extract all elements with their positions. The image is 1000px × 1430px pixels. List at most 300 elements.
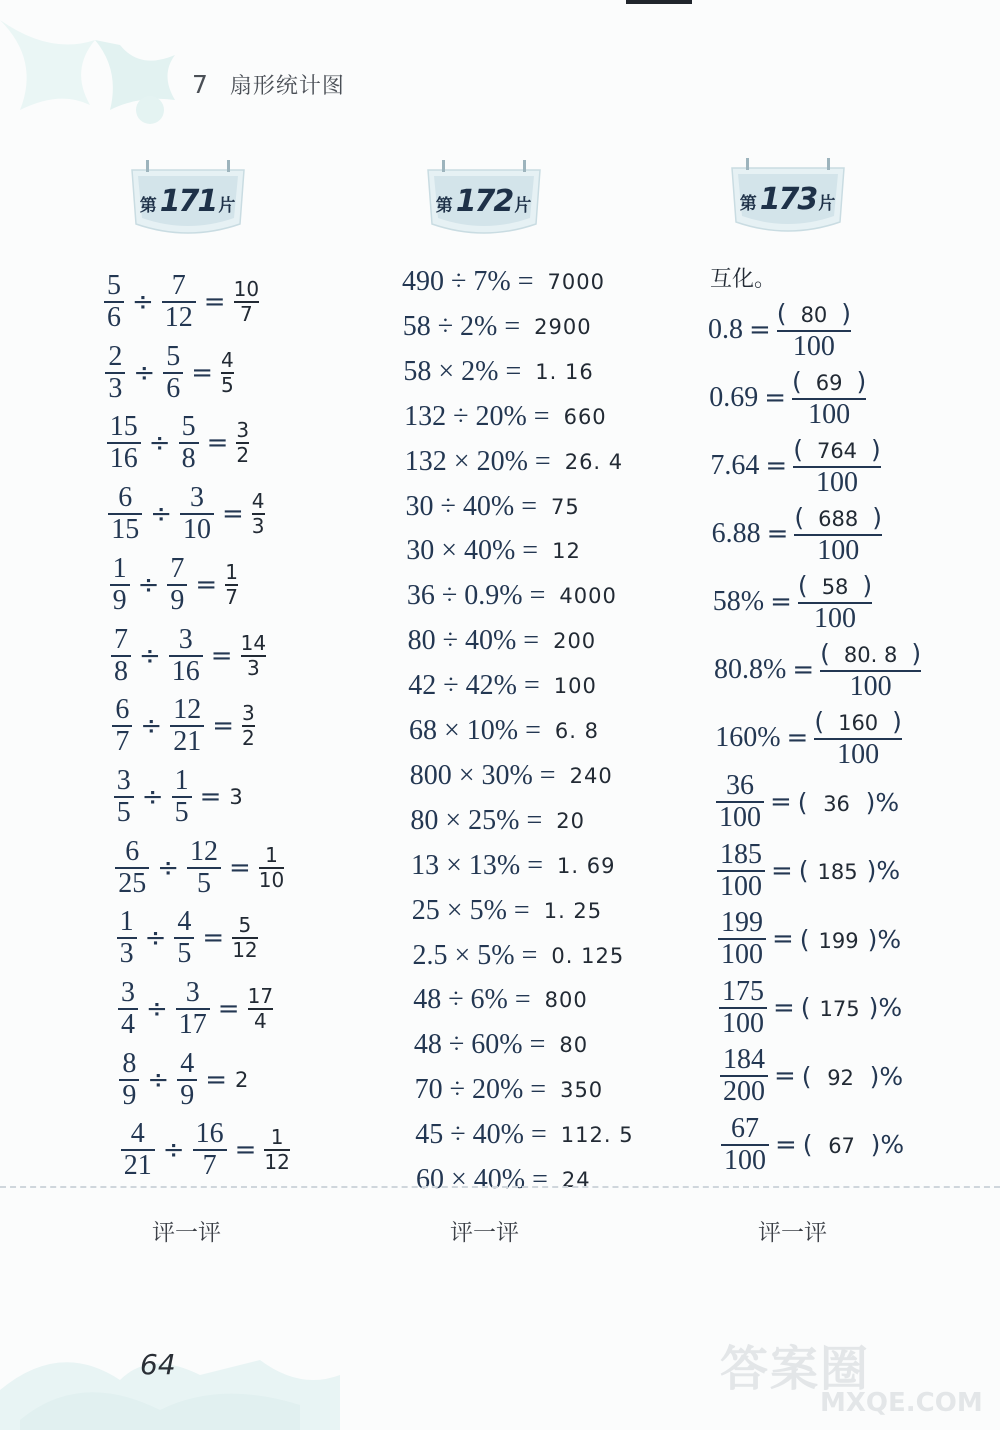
open-paren: ( [797,787,808,817]
answer-value: 660 [563,404,607,429]
answer-value: 100 [553,674,597,699]
equals-sign: = [206,428,229,459]
badge-suffix: 片 [218,196,237,216]
numerator: 5 [107,270,121,301]
numerator: 7 [171,270,186,301]
percent-calc-row [416,1160,591,1200]
numerator-blank [777,299,851,330]
numerator: 184 [723,1044,765,1075]
given-value: 0.69 [709,382,759,413]
dividend-fraction [118,978,138,1040]
fraction-division-row [105,339,233,407]
fraction-to-percent-row [721,1113,904,1177]
denominator: 7 [202,1150,217,1182]
denominator: 100 [721,939,763,970]
answer-value: 58 [821,574,849,599]
denominator: 25 [118,867,147,899]
fraction-answer [820,639,921,702]
percent-sign: % [878,993,903,1022]
denominator: 100 [720,870,762,902]
percent-calc-row [414,1025,588,1065]
given-value: 7.64 [710,450,760,481]
evaluation-label-171: 评一评 [152,1220,221,1246]
denominator: 100 [792,330,835,362]
fraction-answer [777,299,851,362]
numerator-blank [794,503,882,534]
card-badge-172 [424,152,544,242]
answer-fraction [242,702,255,750]
denominator: 100 [724,1144,766,1176]
answer-value: 36 [823,791,850,816]
equals-sign: = [199,781,222,812]
divisor-fraction [179,412,199,474]
section-divider [0,1186,1000,1188]
numerator: 3 [116,764,131,796]
dividend-fraction [107,412,141,474]
fraction-division-row [112,692,254,760]
divisor-fraction [176,978,210,1040]
divisor-fraction [177,1049,197,1111]
percent-calc-row [411,846,615,886]
numerator-blank [798,571,872,602]
denominator: 21 [173,726,202,758]
fraction-to-percent-row [719,976,902,1040]
denominator: 8 [114,655,128,687]
denominator: 100 [849,670,892,702]
answer-value: 80 [559,1033,589,1058]
given-fraction [719,977,767,1039]
answer-fraction [259,844,284,892]
percent-calc-row [403,307,592,347]
answer-value: 1. 69 [557,853,616,878]
given-value: 0.8 [708,314,743,345]
expression: 42 ÷ 42% = [408,670,540,702]
divide-sign: ÷ [157,852,179,883]
divisor-fraction [193,1119,227,1181]
denominator: 6 [166,372,181,404]
badge-prefix: 第 [435,196,454,216]
close-paren: ) [867,924,878,954]
denominator: 9 [112,584,127,616]
card-badge-173 [728,150,848,240]
expression: 48 ÷ 6% = [413,984,531,1016]
percent-answer [802,1062,903,1091]
answer-value: 7000 [547,270,605,294]
numerator: 5 [181,411,196,443]
decimal-to-fraction-row [708,298,851,362]
top-edge-mark [626,0,692,4]
denominator: 12 [164,302,193,333]
answer-value: 160 [838,710,879,735]
given-fraction [721,1114,769,1176]
expression: 25 × 5% = [411,894,530,926]
numerator: 1 [265,842,278,867]
equals-sign: = [774,1061,796,1091]
answer-value: 6. 8 [554,719,599,743]
denominator: 15 [111,514,140,546]
numerator: 15 [109,411,138,443]
answer-value: 24 [561,1168,591,1192]
expression: 70 ÷ 20% = [414,1074,547,1106]
percent-calc-row [410,801,585,841]
percent-calc-row [407,576,617,616]
divide-sign: ÷ [133,357,156,388]
equals-sign: = [786,723,809,753]
open-paren: ( [814,706,825,736]
divisor-fraction [162,271,196,333]
percent-calc-row [406,531,581,571]
dividend-fraction [105,342,125,404]
answer-value: 75 [550,494,580,519]
fraction-division-row [104,268,259,336]
equals-sign: = [217,994,240,1024]
divide-sign: ÷ [146,994,168,1024]
given-fraction [717,840,765,902]
given-value: 58% [712,586,765,617]
percent-calc-row [412,891,602,931]
percent-calc-row [413,936,625,976]
denominator: 6 [107,302,121,333]
equals-sign: = [770,587,792,617]
answer-value: 69 [815,370,843,395]
open-paren: ( [776,298,787,328]
fraction-division-row [110,551,238,619]
numerator-blank [814,707,902,738]
watermark-text: 答案圈 [720,1341,871,1397]
close-paren: ) [871,434,881,464]
fraction-division-row [111,622,266,690]
numerator: 7 [114,623,128,655]
badge-number: 171 [159,184,217,219]
section-number: 7 [192,69,208,99]
answer-value: 12 [552,539,581,564]
numerator: 5 [238,913,252,938]
denominator: 9 [170,584,185,616]
equals-sign: = [221,499,244,530]
answer-value: 688 [818,506,859,531]
watermark-url: MXQE.COM [820,1388,983,1418]
divide-sign: ÷ [132,287,154,317]
answer-value: 92 [827,1065,854,1090]
answer-value: 4000 [559,584,617,609]
expression: 80 × 25% = [410,804,543,836]
fraction-division-row [114,763,243,831]
denominator: 4 [253,1009,267,1033]
percent-calc-row [406,487,580,527]
denominator: 17 [178,1009,207,1040]
percent-calc-row [402,262,605,302]
divide-sign: ÷ [147,1064,170,1095]
fraction-division-row [108,480,264,548]
denominator: 100 [817,534,860,566]
answer-value: 800 [544,988,588,1013]
close-paren: ) [869,1061,880,1091]
denominator: 2 [241,726,255,751]
open-paren: ( [797,570,808,600]
numerator-blank [793,435,881,466]
close-paren: ) [868,993,879,1022]
badge-prefix: 第 [139,196,158,216]
equals-sign: = [775,1129,797,1160]
numerator-blank [792,367,866,398]
percent-calc-row [409,711,599,751]
given-value: 160% [715,722,781,753]
dividend-fraction [119,1049,139,1111]
answer-fraction [241,632,266,680]
denominator: 9 [180,1079,195,1111]
denominator: 21 [123,1150,152,1182]
equals-sign: = [191,357,213,388]
decimal-to-fraction-row [714,638,921,702]
denominator: 5 [174,796,189,828]
fraction-division-row [115,834,284,902]
expression: 58 ÷ 2% = [402,310,521,342]
close-paren: ) [856,366,867,396]
percent-answer [801,993,902,1022]
percent-answer [803,1130,904,1159]
expression: 58 × 2% = [403,355,522,387]
numerator: 1 [112,552,127,584]
close-paren: ) [865,787,876,817]
section-title: 扇形统计图 [229,73,345,99]
answer-fraction [232,914,257,962]
equals-sign: = [770,787,792,817]
divisor-fraction [170,695,204,757]
conversion-instruction: 互化。 [710,267,777,292]
numerator: 16 [195,1118,224,1150]
answer-fraction [225,561,238,609]
dividend-fraction [108,483,142,545]
percent-sign: % [880,1130,905,1159]
denominator: 12 [264,1150,290,1175]
close-paren: ) [841,298,852,328]
fraction-answer [814,707,902,770]
close-paren: ) [866,856,877,885]
numerator: 4 [130,1118,145,1150]
expression: 132 ÷ 20% = [404,400,550,432]
expression: 80 ÷ 40% = [407,625,540,657]
expression: 60 × 40% = [416,1164,548,1195]
fraction-to-percent-row [718,907,901,971]
denominator: 7 [225,584,238,609]
numerator: 1 [225,559,238,584]
badge-suffix: 片 [514,196,533,216]
denominator: 2 [236,443,250,468]
close-paren: ) [870,1130,881,1159]
answer-value: 1. 16 [535,359,594,384]
expression: 45 ÷ 40% = [415,1119,547,1151]
numerator: 4 [251,489,265,514]
dividend-fraction [112,695,132,757]
answer-value: 20 [556,808,586,833]
percent-calc-row [415,1115,633,1155]
denominator: 100 [722,1007,764,1039]
fraction-division-row [117,904,258,972]
divisor-fraction [169,625,203,687]
divide-sign: ÷ [140,711,163,742]
divisor-fraction [174,907,194,969]
equals-sign: = [764,383,786,413]
open-paren: ( [799,924,810,954]
expression: 30 × 40% = [406,535,539,567]
open-paren: ( [820,638,830,668]
fraction-to-percent-row [717,839,900,903]
expression: 48 ÷ 60% = [413,1029,546,1061]
fraction-answer [794,503,882,566]
equals-sign: = [205,1064,227,1095]
equals-sign: = [766,519,789,549]
answer-value: 185 [817,860,858,884]
answer-fraction [264,1126,289,1174]
given-fraction [716,771,764,833]
equals-sign: = [772,924,794,954]
numerator: 4 [177,906,192,938]
open-paren: ( [801,1061,812,1091]
percent-calc-row [410,756,613,796]
fraction-division-row [121,1116,290,1184]
expression: 800 × 30% = [409,759,556,791]
answer-value: 2900 [534,314,592,339]
expression: 2.5 × 5% = [412,939,538,971]
open-paren: ( [798,856,809,885]
divisor-fraction [163,342,183,404]
answer-fraction [234,278,259,326]
watermark [720,1330,1000,1430]
numerator: 4 [220,347,234,372]
answer-fraction [248,985,273,1033]
numerator: 1 [270,1125,284,1150]
badge-prefix: 第 [739,194,758,214]
numerator: 1 [174,764,189,796]
dividend-fraction [115,837,149,899]
answer-value: 175 [819,997,860,1021]
numerator: 3 [178,623,193,655]
percent-calc-row [413,980,588,1020]
numerator: 17 [247,984,274,1008]
expression: 490 ÷ 7% = [402,266,534,297]
numerator: 3 [236,418,250,443]
numerator: 14 [240,630,267,655]
dividend-fraction [104,271,124,333]
divisor-fraction [187,837,221,899]
answer-value: 764 [816,438,858,463]
fraction-to-percent-row [716,770,899,834]
percent-calc-row [405,442,623,482]
dividend-fraction [111,625,131,687]
denominator: 5 [116,796,131,828]
evaluation-label-173: 评一评 [758,1220,827,1246]
fraction-division-row [119,1046,248,1114]
decimal-to-fraction-row [709,366,866,430]
badge-number: 172 [455,184,513,219]
fraction-answer [798,571,872,634]
numerator: 6 [118,482,133,514]
badge-suffix: 片 [818,194,837,214]
numerator: 8 [122,1047,137,1079]
equals-sign: = [771,855,793,886]
answer-value: 200 [553,629,597,654]
denominator: 5 [196,867,211,899]
divide-sign: ÷ [162,1135,185,1166]
decimal-to-fraction-row [715,706,902,770]
numerator: 6 [115,694,130,726]
dividend-fraction [110,554,130,616]
denominator: 10 [258,867,285,892]
divide-sign: ÷ [144,923,167,954]
expression: 36 ÷ 0.9% = [406,580,546,612]
numerator: 6 [125,835,140,867]
equals-sign: = [749,315,771,345]
section-header [192,68,345,100]
close-paren: ) [862,570,873,600]
fraction-answer [792,367,866,430]
denominator: 5 [177,938,192,970]
denominator: 100 [814,602,857,634]
numerator: 3 [189,482,204,514]
equals-sign: = [792,655,815,685]
numerator-blank [820,639,921,670]
answer-value: 350 [560,1078,604,1103]
percent-answer [799,856,900,885]
fraction-to-percent-row [720,1044,903,1108]
numerator: 1 [119,906,134,938]
fraction-division-row [107,409,249,477]
dividend-fraction [117,907,137,969]
equals-sign: = [765,451,788,481]
denominator: 7 [239,302,253,326]
denominator: 16 [171,655,200,687]
answer-fraction [236,419,249,467]
answer-value: 2 [234,1067,249,1092]
answer-value: 112. 5 [560,1123,634,1148]
answer-value: 67 [828,1134,855,1158]
given-fraction [720,1045,768,1107]
equals-sign: = [212,711,234,742]
answer-value: 3 [229,784,243,809]
open-paren: ( [800,993,811,1022]
percent-calc-row [408,666,597,706]
numerator: 199 [721,907,763,938]
denominator: 3 [246,655,260,680]
numerator: 3 [185,977,200,1008]
divisor-fraction [167,554,187,616]
answer-value: 1. 25 [543,898,603,923]
divide-sign: ÷ [141,781,164,812]
answer-value: 199 [818,928,859,953]
answer-value: 240 [569,763,613,788]
divide-sign: ÷ [137,569,160,600]
answer-value: 0. 125 [551,943,625,968]
answer-value: 80 [800,302,828,327]
divide-sign: ÷ [148,428,171,459]
evaluation-label-172: 评一评 [450,1220,519,1246]
percent-sign: % [876,856,901,885]
equals-sign: = [234,1135,257,1166]
divide-sign: ÷ [139,640,161,671]
fraction-division-row [118,975,273,1043]
denominator: 7 [115,726,130,758]
divide-sign: ÷ [150,499,172,530]
numerator: 175 [722,975,764,1007]
decimal-to-fraction-row [713,570,872,634]
decimal-to-fraction-row [710,434,880,498]
open-paren: ( [793,434,803,464]
divisor-fraction [172,766,192,828]
numerator: 67 [731,1112,759,1144]
expression: 13 × 13% = [411,849,543,881]
denominator: 100 [816,466,858,498]
equals-sign: = [202,923,225,954]
